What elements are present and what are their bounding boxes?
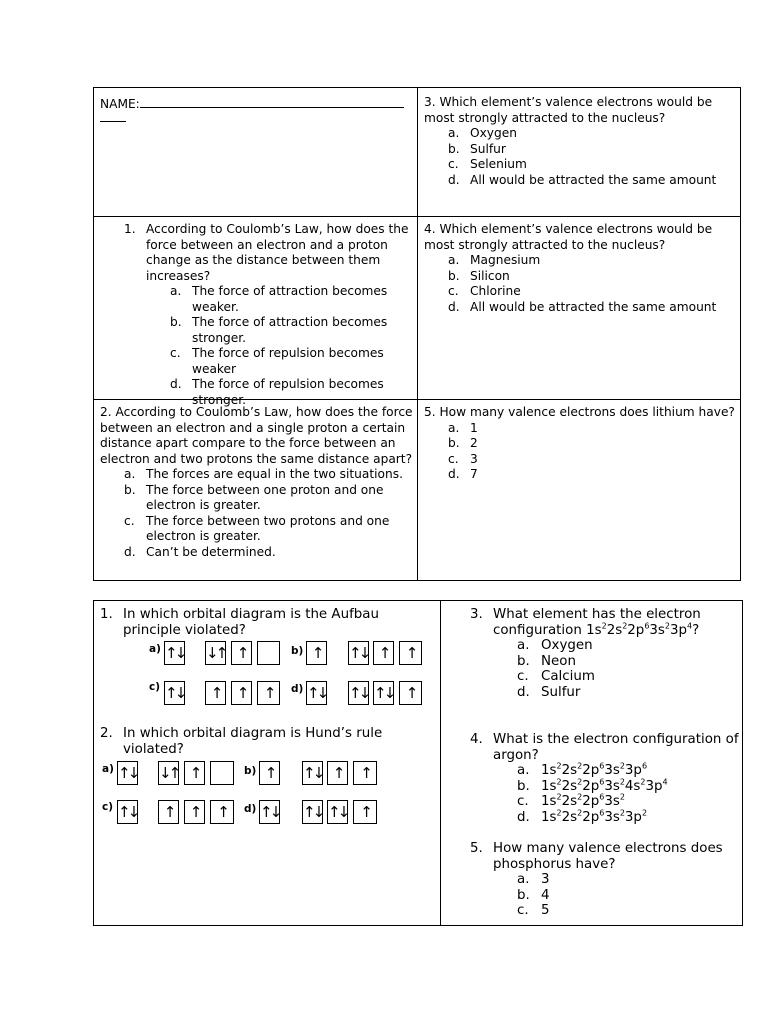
orbital-box: ↑↓ bbox=[259, 800, 280, 824]
name-blank-continued bbox=[100, 113, 126, 122]
orbital-box: ↑ bbox=[231, 641, 252, 665]
name-blank bbox=[140, 95, 404, 108]
orbital-box-empty bbox=[210, 761, 234, 785]
orbital-question-2: 2. In which orbital diagram is Hund’s rule violated? bbox=[100, 726, 383, 757]
q5-text: 5. How many valence electrons does lithium have? bbox=[424, 405, 735, 419]
config-q3-line1: What element has the electron bbox=[493, 607, 701, 622]
orbital-box: ↑↓ bbox=[373, 681, 394, 705]
q4-option-c: c. Chlorine bbox=[448, 284, 521, 298]
orbital-box: ↑ bbox=[259, 761, 280, 785]
q1-option-a: a. The force of attraction becomes weaker. bbox=[170, 284, 388, 314]
config-q5-option-c: c. 5 bbox=[517, 903, 550, 918]
orbital-question-5: 5. How many valence electrons does phosphorus have? a. 3 b. 4 c. 5 bbox=[470, 841, 740, 919]
config-q5-text: How many valence electrons does phosphorus have? bbox=[493, 841, 723, 872]
config-q4-text: What is the electron configuration of argon? bbox=[493, 732, 739, 763]
q2-text: 2. According to Coulomb’s Law, how does the force between an electron and a single proton a certain distance apart compare to the force between an electron and two protons the same distance apart? bbox=[100, 405, 413, 466]
orbital-box: ↓↑ bbox=[205, 641, 226, 665]
aufbau-label-b: b) bbox=[291, 645, 304, 657]
orbital-box: ↑↓ bbox=[306, 681, 327, 705]
orbital-box: ↑↓ bbox=[348, 681, 369, 705]
hund-label-a: a) bbox=[102, 763, 114, 775]
config-q3-option-a: a. Oxygen bbox=[517, 638, 593, 653]
q4-option-a: a. Magnesium bbox=[448, 253, 541, 267]
question-5-cell bbox=[424, 405, 738, 483]
q5-option-b: b. 2 bbox=[448, 436, 478, 450]
orbital-question-4: 4. What is the electron configuration of argon? a. $1s^22s^22p^63s^23p^6$ b. $1s^22s^22p^63s^24s^23p^4$ c. $1s^22s^22p^63s^2$ d. $1s^22s^22p^63s^23p^2$ bbox=[470, 732, 739, 825]
worksheet-table-top bbox=[93, 87, 741, 581]
q5-option-a: a. 1 bbox=[448, 420, 478, 435]
aufbau-label-a: a) bbox=[149, 643, 161, 655]
config-q3-option-b: b. Neon bbox=[517, 653, 576, 669]
orbital-box: ↑↓ bbox=[164, 641, 185, 665]
q3-text: 3. Which element’s valence electrons would be most strongly attracted to the nucleus? bbox=[424, 95, 713, 125]
q2-option-b: b. The force between one proton and one electron is greater. bbox=[124, 482, 384, 512]
aufbau-label-d: d) bbox=[291, 683, 304, 695]
question-3-cell bbox=[424, 95, 738, 188]
name-label: NAME: bbox=[100, 97, 140, 111]
orbital-box: ↑↓ bbox=[302, 800, 323, 824]
q3-option-d: d. All would be attracted the same amount bbox=[448, 172, 717, 187]
config-q3-option-c: c. Calcium bbox=[517, 669, 595, 684]
q4-option-d: d. All would be attracted the same amount bbox=[448, 299, 717, 314]
q2-option-d: d. Can’t be determined. bbox=[124, 544, 276, 559]
q3-option-b: b. Sulfur bbox=[448, 141, 506, 156]
question-2-cell bbox=[100, 405, 414, 560]
q5-option-c: c. 3 bbox=[448, 451, 478, 466]
orbital-q1-text: In which orbital diagram is the Aufbau principle violated? bbox=[123, 607, 379, 638]
q4-option-b: b. Silicon bbox=[448, 268, 510, 283]
orbital-box: ↑↓ bbox=[117, 761, 138, 785]
q1-option-b: b. The force of attraction becomes stronger. bbox=[170, 315, 388, 345]
orbital-box: ↑ bbox=[399, 681, 422, 705]
q2-option-a: a. The forces are equal in the two situations. bbox=[124, 467, 403, 481]
orbital-box: ↑ bbox=[353, 800, 377, 824]
q1-option-d: d. The force of repulsion becomes stronger. bbox=[170, 377, 384, 407]
config-q4-option-b: b. $1s^22s^22p^63s^24s^23p^4$ bbox=[517, 777, 668, 794]
orbital-box: ↑ bbox=[158, 800, 179, 824]
hund-label-d: d) bbox=[244, 803, 257, 815]
config-q4-option-d: d. $1s^22s^22p^63s^23p^2$ bbox=[517, 808, 648, 825]
q3-option-a: a. Oxygen bbox=[448, 126, 517, 140]
orbital-box: ↑↓ bbox=[348, 641, 369, 665]
orbital-box: ↑ bbox=[327, 761, 348, 785]
orbital-box: ↑↓ bbox=[327, 800, 348, 824]
hund-label-b: b) bbox=[244, 765, 257, 777]
orbital-box: ↑ bbox=[373, 641, 394, 665]
q4-text: 4. Which element’s valence electrons would be most strongly attracted to the nucleus? bbox=[424, 222, 713, 252]
orbital-box: ↑ bbox=[399, 641, 422, 665]
orbital-box: ↓↑ bbox=[158, 761, 179, 785]
orbital-box: ↑ bbox=[353, 761, 377, 785]
q5-option-d: d. 7 bbox=[448, 467, 478, 481]
orbital-box: ↑ bbox=[210, 800, 234, 824]
orbital-box: ↑ bbox=[184, 761, 205, 785]
config-q5-option-b: b. 4 bbox=[517, 887, 550, 903]
orbital-question-1: 1. In which orbital diagram is the Aufbau principle violated? bbox=[100, 607, 379, 638]
config-q3-option-d: d. Sulfur bbox=[517, 684, 581, 700]
config-q4-option-c: c. $1s^22s^22p^63s^2$ bbox=[517, 792, 625, 809]
config-q3-line2: configuration $1s^22s^22p^63s^23p^4$? bbox=[493, 621, 700, 638]
orbital-box: ↑ bbox=[306, 641, 327, 665]
orbital-q2-text: In which orbital diagram is Hund’s rule violated? bbox=[123, 726, 383, 757]
q3-option-c: c. Selenium bbox=[448, 157, 527, 171]
orbital-box: ↑↓ bbox=[117, 800, 138, 824]
aufbau-label-c: c) bbox=[149, 681, 161, 693]
question-1-cell bbox=[122, 222, 412, 408]
config-q4-option-a: a. $1s^22s^22p^63s^23p^6$ bbox=[517, 761, 648, 778]
q1-option-c: c. The force of repulsion becomes weaker bbox=[170, 346, 384, 376]
q1-text: According to Coulomb’s Law, how does the force between an electron and a proton change as the distance between them increases? bbox=[146, 222, 409, 283]
orbital-box: ↑↓ bbox=[302, 761, 323, 785]
orbital-question-3: 3. What element has the electron configuration $1s^22s^22p^63s^23p^4$? a. Oxygen b. Neon c. Calcium d. Sulfur bbox=[470, 607, 740, 700]
q2-option-c: c. The force between two protons and one electron is greater. bbox=[124, 513, 390, 543]
orbital-box: ↑ bbox=[257, 681, 280, 705]
orbital-box: ↑↓ bbox=[164, 681, 185, 705]
worksheet-table-bottom bbox=[93, 600, 743, 926]
question-4-cell bbox=[424, 222, 738, 315]
orbital-box-empty bbox=[257, 641, 280, 665]
hund-label-c: c) bbox=[102, 801, 114, 813]
q1-number: 1. bbox=[124, 222, 136, 236]
orbital-box: ↑ bbox=[184, 800, 205, 824]
name-cell bbox=[100, 95, 412, 122]
config-q5-option-a: a. 3 bbox=[517, 872, 550, 887]
orbital-box: ↑ bbox=[205, 681, 226, 705]
orbital-box: ↑ bbox=[231, 681, 252, 705]
